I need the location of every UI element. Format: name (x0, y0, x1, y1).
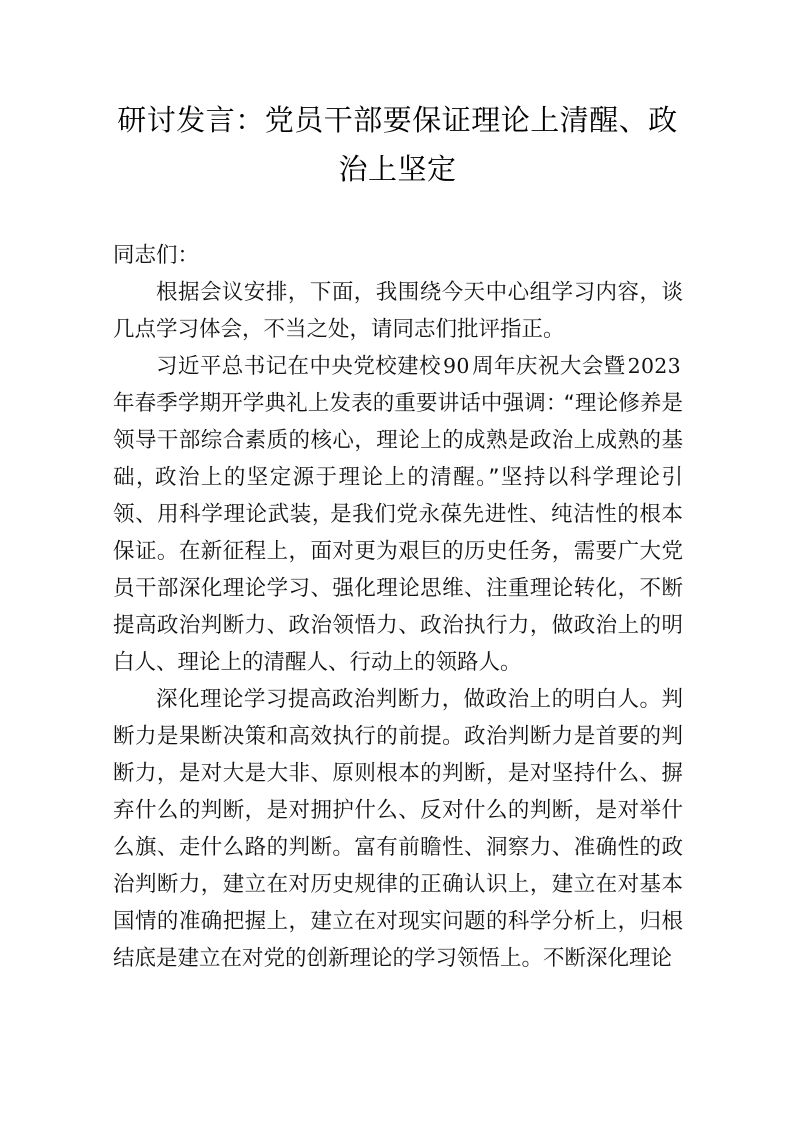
inline-number: 90 (443, 354, 470, 378)
tight-punctuation: ， (311, 502, 332, 527)
document-title (113, 96, 682, 194)
paragraph-judgement: 深化理论学习提高政治判断力，做政治上的明白人。判断力是果断决策和高效执行的前提。政治判断力是首要的判断力，是对大是大非、原则根本的判断，是对坚持什么、摒弃什么的判断，是对拥护什么、反对什么的判断，是对举什么旗、走什么路的判断。富有前瞻性、洞察力、准确性的政治判断力，建立在对历史规律的正确认识上，建立在对基本国情的准确把握上，建立在对现实问题的科学分析上，归根结底是建立在对党的创新理论的学习领悟上。不断深化理论 (113, 687, 683, 971)
tight-punctuation: ： (545, 391, 565, 416)
document-body (113, 237, 683, 977)
paragraph-opening: 根据会议安排，下面，我围绕今天中心组学习内容，谈几点学习体会，不当之处，请同志们批评指正。 (113, 280, 683, 342)
document-title-line-1: 研讨发言：党员干部要保证理论上清醒、政 (117, 103, 678, 137)
paragraph-quote: 习近平总书记在中央党校建校90周年庆祝大会暨2023年春季学期开学典礼上发表的重要讲话中强调：“理论修养是领导干部综合素质的核心，理论上的成熟是政治上成熟的基础，政治上的坚定源于理论上的清醒。”坚持以科学理论引领、用科学理论武装，是我们党永葆先进性、纯洁性的根本保证。在新征程上，面对更为艰巨的历史任务，需要广大党员干部深化理论学习、强化理论思维、注重理论转化，不断提高政治判断力、政治领悟力、政治执行力，做政治上的明白人、理论上的清醒人、行动上的领路人。 (113, 354, 684, 675)
inline-number: 2023 (627, 354, 681, 378)
document-title-line-2: 治上坚定 (338, 152, 457, 186)
tight-punctuation: ， (135, 465, 157, 490)
salutation: 同志们： (113, 243, 200, 268)
